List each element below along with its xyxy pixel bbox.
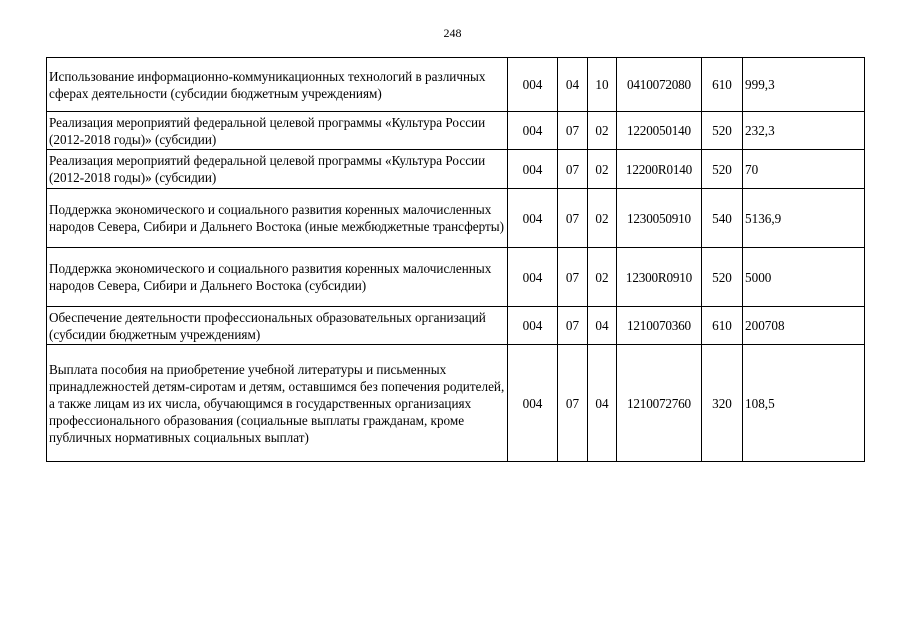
ministry-code: 004 [508,248,558,307]
amount: 200708 [743,307,865,345]
section-code: 07 [558,345,588,462]
ministry-code: 004 [508,345,558,462]
ministry-code: 004 [508,150,558,189]
page-number: 248 [443,26,462,40]
section-code: 07 [558,150,588,189]
table-row [47,112,865,150]
table-row [47,248,865,307]
amount: 5136,9 [743,189,865,248]
section-code: 07 [558,248,588,307]
subsection-code: 02 [588,150,617,189]
ministry-code: 004 [508,307,558,345]
subsection-code: 02 [588,112,617,150]
section-code: 04 [558,58,588,112]
section-code: 07 [558,112,588,150]
row-description: Реализация мероприятий федеральной целевой программы «Культура России (2012-2018 годы)» (субсидии) [47,112,508,150]
expense-type-code: 610 [702,307,743,345]
row-description: Реализация мероприятий федеральной целевой программы «Культура России (2012-2018 годы)» (субсидии) [47,150,508,189]
amount: 232,3 [743,112,865,150]
row-description: Обеспечение деятельности профессиональных образовательных организаций (субсидии бюджетным учреждениям) [47,307,508,345]
ministry-code: 004 [508,189,558,248]
section-code: 07 [558,307,588,345]
row-description: Поддержка экономического и социального развития коренных малочисленных народов Севера, Сибири и Дальнего Востока (субсидии) [47,248,508,307]
section-code: 07 [558,189,588,248]
subsection-code: 02 [588,248,617,307]
row-description: Выплата пособия на приобретение учебной литературы и письменных принадлежностей детям-сиротам и детям, оставшимся без попечения родителей, а также лицам из их числа, обучающимся в государственных организациях профессионального образования (социальные выплаты гражданам, кроме публичных нормативных социальных выплат) [47,345,508,462]
budget-table [46,57,865,462]
row-description: Поддержка экономического и социального развития коренных малочисленных народов Севера, Сибири и Дальнего Востока (иные межбюджетные трансферты) [47,189,508,248]
table-row [47,307,865,345]
expense-type-code: 520 [702,248,743,307]
table-row [47,189,865,248]
target-article-code: 12200R0140 [617,150,702,189]
target-article-code: 1210070360 [617,307,702,345]
subsection-code: 04 [588,307,617,345]
expense-type-code: 320 [702,345,743,462]
amount: 70 [743,150,865,189]
table-row [47,150,865,189]
amount: 108,5 [743,345,865,462]
subsection-code: 02 [588,189,617,248]
ministry-code: 004 [508,58,558,112]
expense-type-code: 540 [702,189,743,248]
target-article-code: 1230050910 [617,189,702,248]
subsection-code: 04 [588,345,617,462]
target-article-code: 0410072080 [617,58,702,112]
expense-type-code: 520 [702,112,743,150]
expense-type-code: 520 [702,150,743,189]
target-article-code: 12300R0910 [617,248,702,307]
amount: 999,3 [743,58,865,112]
target-article-code: 1210072760 [617,345,702,462]
row-description: Использование информационно-коммуникационных технологий в различных сферах деятельности (субсидии бюджетным учреждениям) [47,58,508,112]
target-article-code: 1220050140 [617,112,702,150]
table-row [47,345,865,462]
subsection-code: 10 [588,58,617,112]
amount: 5000 [743,248,865,307]
expense-type-code: 610 [702,58,743,112]
table-row [47,58,865,112]
ministry-code: 004 [508,112,558,150]
